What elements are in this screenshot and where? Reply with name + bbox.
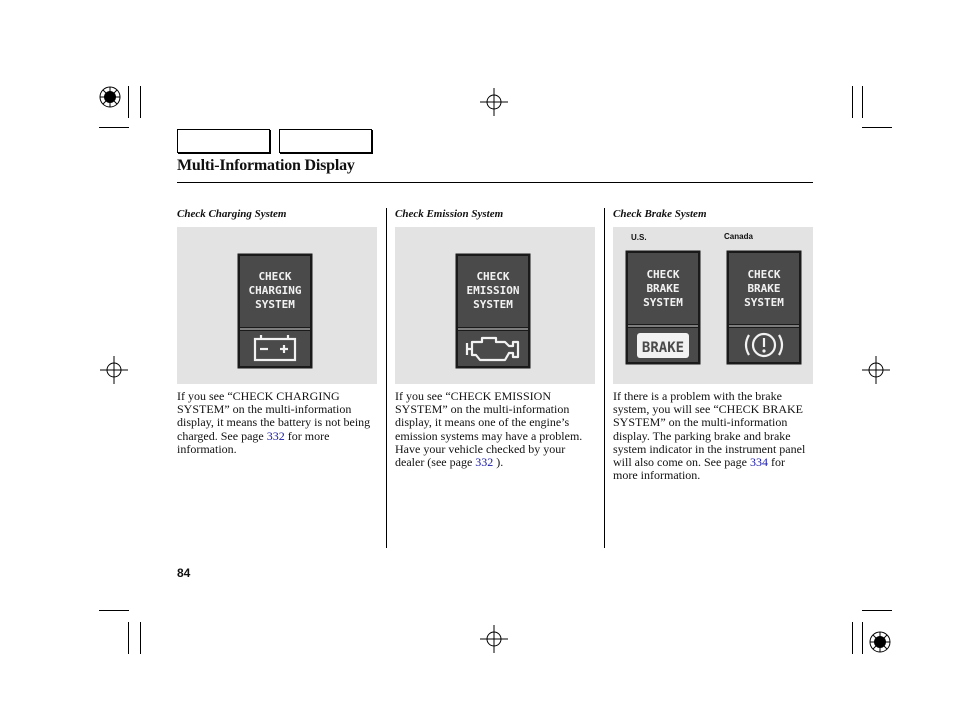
page-link[interactable]: 332 — [266, 428, 285, 443]
section-body — [177, 390, 373, 456]
page-link[interactable]: 334 — [749, 455, 768, 470]
emission-lamp — [455, 253, 531, 369]
registration-target-icon — [870, 632, 890, 652]
lamp-line: EMISSION — [466, 284, 520, 297]
page-number: 84 — [177, 566, 191, 580]
section-caption: Check Emission System — [395, 208, 504, 220]
body-text: for more information. — [613, 455, 785, 483]
section-caption: Check Charging System — [177, 208, 287, 220]
page-title: Multi-Information Display — [177, 157, 355, 174]
title-rule — [177, 182, 813, 183]
figure-panel — [177, 227, 377, 384]
body-text: for more information. — [177, 428, 330, 456]
region-label-us: U.S. — [631, 233, 647, 242]
body-text: If there is a problem with the brake system, you will see “CHECK BRAKE SYSTEM” on the multi-information display. The parking brake and brake system indicator in the instrument panel will also come on. See page — [613, 389, 806, 470]
figure-panel — [613, 227, 813, 384]
header-tab-box — [279, 129, 372, 153]
crosshair-icon — [480, 88, 508, 116]
brake-lamp-us — [625, 250, 701, 365]
lamp-line: SYSTEM — [744, 296, 784, 309]
column-divider — [386, 208, 387, 548]
charging-lamp — [237, 253, 313, 369]
body-text: If you see “CHECK CHARGING SYSTEM” on the multi-information display, it means the battery is not being charged. See page — [177, 389, 371, 443]
lamp-line: BRAKE — [646, 282, 680, 295]
body-text: ). — [496, 455, 504, 470]
lamp-line: SYSTEM — [643, 296, 683, 309]
crosshair-icon — [480, 625, 508, 653]
lamp-line: CHECK — [646, 268, 680, 281]
lamp-line: SYSTEM — [473, 298, 513, 311]
header-tab-box — [177, 129, 270, 153]
section-body — [613, 390, 809, 482]
figure-panel — [395, 227, 595, 384]
body-text: If you see “CHECK EMISSION SYSTEM” on the multi-information display, it means one of the engine’s emission systems may have a problem. Have your vehicle checked by your dealer (see page — [395, 389, 583, 470]
section-caption: Check Brake System — [613, 208, 707, 220]
registration-target-icon — [100, 87, 120, 107]
section-body — [395, 390, 591, 469]
brake-lamp-canada — [726, 250, 802, 365]
lamp-line: CHECK — [747, 268, 781, 281]
page-link[interactable]: 332 — [475, 455, 494, 470]
brake-symbol: BRAKE — [641, 340, 685, 356]
crosshair-icon — [100, 356, 128, 384]
lamp-line: CHECK — [476, 270, 510, 283]
lamp-line: CHARGING — [248, 284, 302, 297]
lamp-line: SYSTEM — [255, 298, 295, 311]
column-divider — [604, 208, 605, 548]
region-label-canada: Canada — [724, 232, 753, 241]
lamp-line: CHECK — [258, 270, 292, 283]
lamp-line: BRAKE — [747, 282, 781, 295]
crosshair-icon — [862, 356, 890, 384]
